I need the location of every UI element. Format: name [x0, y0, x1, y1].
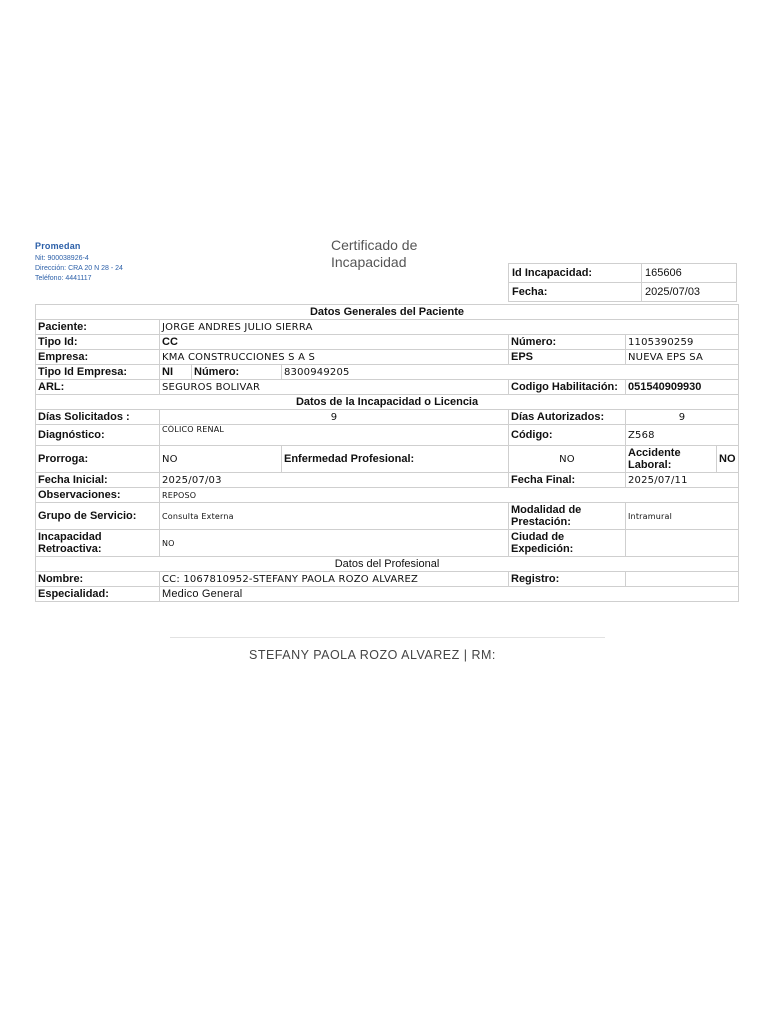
date-row: [509, 283, 737, 302]
especialidad-label: Especialidad:: [36, 587, 160, 602]
numero-empresa-value: 8300949205: [282, 365, 739, 380]
observaciones-label: Observaciones:: [36, 488, 160, 503]
section-header-patient: [36, 305, 739, 320]
codigo-habilitacion-value: 051540909930: [626, 380, 739, 395]
row-prorroga: [36, 446, 739, 473]
id-label: Id Incapacidad:: [509, 264, 642, 283]
title-line-2: Incapacidad: [331, 254, 407, 270]
ciudad-value: [626, 530, 739, 557]
retroactiva-label: Incapacidad Retroactiva:: [36, 530, 160, 557]
enfermedad-profesional-label: Enfermedad Profesional:: [282, 446, 509, 473]
prorroga-label: Prorroga:: [36, 446, 160, 473]
title-line-1: Certificado de: [331, 237, 418, 253]
section-header-professional: [36, 557, 739, 572]
dias-autorizados-label: Días Autorizados:: [509, 410, 626, 425]
accidente-laboral-value: NO: [717, 446, 739, 473]
section-title-patient: Datos Generales del Paciente: [36, 305, 739, 320]
tipo-id-label: Tipo Id:: [36, 335, 160, 350]
codigo-value: Z568: [626, 425, 739, 446]
enfermedad-profesional-value: NO: [509, 446, 626, 473]
company-phone: Teléfono: 4441117: [35, 275, 92, 282]
fecha-inicial-value: 2025/07/03: [160, 473, 509, 488]
diagnostico-value: CÓLICO RENAL: [160, 425, 509, 446]
empresa-value: KMA CONSTRUCCIONES S A S: [160, 350, 509, 365]
empresa-label: Empresa:: [36, 350, 160, 365]
codigo-habilitacion-label: Codigo Habilitación:: [509, 380, 626, 395]
section-title-incapacity: Datos de la Incapacidad o Licencia: [36, 395, 739, 410]
row-grupo-servicio: [36, 503, 739, 530]
row-arl: [36, 380, 739, 395]
eps-value: NUEVA EPS SA: [626, 350, 739, 365]
grupo-servicio-label: Grupo de Servicio:: [36, 503, 160, 530]
modalidad-label: Modalidad de Prestación:: [509, 503, 626, 530]
company-info: [35, 254, 123, 284]
nombre-value: CC: 1067810952-STEFANY PAOLA ROZO ALVAREZ: [160, 572, 509, 587]
row-paciente: [36, 320, 739, 335]
id-box: [508, 263, 737, 302]
arl-value: SEGUROS BOLIVAR: [160, 380, 509, 395]
logo-text: Promedan: [35, 241, 81, 251]
fecha-final-value: 2025/07/11: [626, 473, 739, 488]
numero-empresa-label: Número:: [192, 365, 282, 380]
dias-solicitados-value: 9: [160, 410, 509, 425]
retroactiva-value: NO: [160, 530, 509, 557]
section-title-professional: Datos del Profesional: [36, 557, 739, 572]
registro-label: Registro:: [509, 572, 626, 587]
tipo-id-value: CC: [160, 335, 509, 350]
diagnostico-label: Diagnóstico:: [36, 425, 160, 446]
grupo-servicio-value: Consulta Externa: [160, 503, 509, 530]
row-tipo-id: [36, 335, 739, 350]
numero-value: 1105390259: [626, 335, 739, 350]
eps-label: EPS: [509, 350, 626, 365]
registro-value: [626, 572, 739, 587]
row-tipo-id-empresa: [36, 365, 739, 380]
id-row: [509, 264, 737, 283]
dias-solicitados-label: Días Solicitados :: [36, 410, 160, 425]
accidente-laboral-label: Accidente Laboral:: [626, 446, 717, 473]
fecha-final-label: Fecha Final:: [509, 473, 626, 488]
codigo-label: Código:: [509, 425, 626, 446]
dias-autorizados-value: 9: [626, 410, 739, 425]
row-especialidad: [36, 587, 739, 602]
tipo-id-empresa-label: Tipo Id Empresa:: [36, 365, 160, 380]
signature-name: STEFANY PAOLA ROZO ALVAREZ | RM:: [249, 648, 496, 662]
observaciones-value: REPOSO: [160, 488, 739, 503]
company-nit: Nit: 900038926-4: [35, 255, 89, 262]
tipo-id-empresa-value: NI: [160, 365, 192, 380]
row-fechas: [36, 473, 739, 488]
row-nombre: [36, 572, 739, 587]
nombre-label: Nombre:: [36, 572, 160, 587]
certificate-table: [35, 304, 739, 602]
paciente-label: Paciente:: [36, 320, 160, 335]
row-retroactiva: [36, 530, 739, 557]
fecha-inicial-label: Fecha Inicial:: [36, 473, 160, 488]
ciudad-label: Ciudad de Expedición:: [509, 530, 626, 557]
row-diagnostico: [36, 425, 739, 446]
especialidad-value: Medico General: [160, 587, 739, 602]
row-dias: [36, 410, 739, 425]
date-label: Fecha:: [509, 283, 642, 302]
signature-line: [170, 637, 605, 638]
section-header-incapacity: [36, 395, 739, 410]
numero-label: Número:: [509, 335, 626, 350]
paciente-value: JORGE ANDRES JULIO SIERRA: [160, 320, 739, 335]
promedan-logo: [35, 236, 81, 254]
modalidad-value: Intramural: [626, 503, 739, 530]
company-address: Dirección: CRA 20 N 28 - 24: [35, 265, 123, 272]
prorroga-value: NO: [160, 446, 282, 473]
certificate-title: [331, 237, 417, 271]
row-empresa: [36, 350, 739, 365]
arl-label: ARL:: [36, 380, 160, 395]
row-observaciones: [36, 488, 739, 503]
date-value: 2025/07/03: [642, 283, 737, 302]
id-value: 165606: [642, 264, 737, 283]
